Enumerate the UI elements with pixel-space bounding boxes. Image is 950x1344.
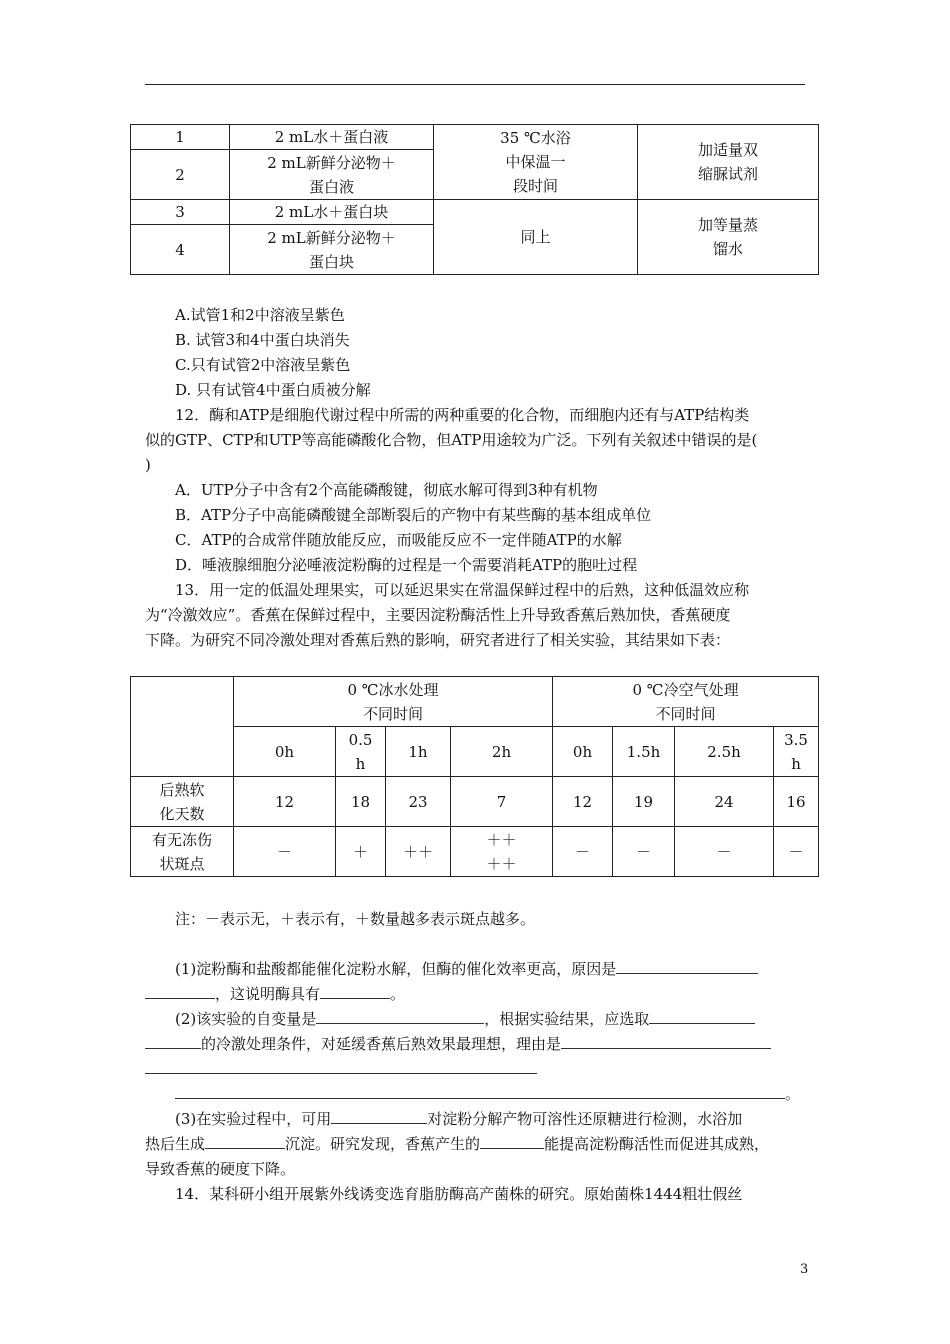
q13-part1: [175, 957, 758, 981]
frostbite-mark: －: [234, 827, 336, 877]
frostbite-mark-line: ＋＋: [486, 830, 517, 849]
time-header: 1h: [386, 727, 451, 777]
condition-line: 段时间: [512, 177, 558, 195]
q13-stem: 13．用一定的低温处理果实，可以延迟果实在常温保鲜过程中的后熟，这种低温效应称: [175, 581, 750, 599]
part-text: ，根据实验结果，应选取: [484, 1010, 650, 1028]
row-label-line: 状斑点: [159, 854, 205, 873]
part-text: 。: [785, 1085, 801, 1103]
page-number: 3: [800, 1262, 809, 1277]
q14-stem: 14．某科研小组开展紫外线诱变选育脂肪酶高产菌株的研究。原始菌株1444粗壮假丝: [175, 1185, 743, 1203]
part-text: 的冷激处理条件，对延缓香蕉后熟效果最理想，理由是: [201, 1035, 562, 1053]
part-text: 对淀粉分解产物可溶性还原糖进行检测，水浴加: [427, 1110, 743, 1128]
q13-part2-cont: [145, 1032, 771, 1056]
part-text: (3)在实验过程中，可用: [175, 1110, 332, 1128]
time-header: [336, 727, 386, 777]
frostbite-mark: ＋: [336, 827, 386, 877]
time-header: 1.5h: [613, 727, 675, 777]
tube-content: 2 mL水＋蛋白液: [230, 125, 434, 150]
answer-blank[interactable]: [649, 1007, 755, 1024]
answer-blank[interactable]: [175, 1082, 785, 1099]
tube-id: 3: [131, 200, 230, 225]
row-label-line: 后熟软: [159, 780, 205, 799]
q12-stem: 似的GTP、CTP和UTP等高能磷酸化合物，但ATP用途较为广泛。下列有关叙述中错误的是(: [145, 431, 758, 449]
frostbite-mark: －: [675, 827, 774, 877]
frostbite-mark: ＋＋: [386, 827, 451, 877]
content-line: 2 mL新鲜分泌物＋: [267, 153, 396, 172]
q12-option-d: D．唾液腺细胞分泌唾液淀粉酶的过程是一个需要消耗ATP的胞吐过程: [175, 556, 638, 574]
condition-cell: 同上: [434, 200, 638, 275]
time-header: 2.5h: [675, 727, 774, 777]
tube-id: 2: [131, 150, 230, 200]
answer-blank[interactable]: [561, 1032, 771, 1049]
time-header: 0h: [553, 727, 613, 777]
time-header: 2h: [451, 727, 553, 777]
tube-content: [230, 225, 434, 275]
q13-part3-cont: [145, 1132, 769, 1156]
frostbite-mark: －: [613, 827, 675, 877]
condition-cell: [434, 125, 638, 200]
answer-blank[interactable]: [331, 1107, 427, 1124]
answer-blank[interactable]: [145, 1057, 537, 1074]
q13-part1-cont: [145, 982, 405, 1006]
group-header-line: 0 ℃冰水处理: [347, 680, 439, 699]
answer-blank[interactable]: [205, 1132, 285, 1149]
time-header-line: h: [791, 754, 801, 773]
tube-id: 1: [131, 125, 230, 150]
q11-option-d: D. 只有试管4中蛋白质被分解: [175, 381, 371, 399]
time-header: 0h: [234, 727, 336, 777]
frostbite-mark-line: ＋＋: [486, 854, 517, 873]
softening-days: 24: [675, 777, 774, 827]
answer-blank[interactable]: [145, 1032, 201, 1049]
cold-shock-table: [130, 676, 819, 877]
q13-part3: [175, 1107, 742, 1131]
experiment-table: [130, 124, 819, 275]
group-header-line: 不同时间: [363, 704, 424, 723]
part-text: (2)该实验的自变量是: [175, 1010, 317, 1028]
frostbite-mark: －: [553, 827, 613, 877]
part-text: 热后生成: [145, 1135, 206, 1153]
answer-blank[interactable]: [320, 982, 390, 999]
part-text: 能提高淀粉酶活性而促进其成熟，: [544, 1135, 770, 1153]
q11-option-c: C.只有试管2中溶液呈紫色: [175, 356, 351, 374]
condition-line: 35 ℃水浴: [500, 129, 571, 147]
softening-days: 12: [234, 777, 336, 827]
answer-blank[interactable]: [145, 982, 215, 999]
header-rule: [145, 84, 805, 85]
softening-days: 16: [774, 777, 819, 827]
answer-blank[interactable]: [480, 1132, 544, 1149]
q13-stem: 下降。为研究不同冷激处理对香蕉后熟的影响，研究者进行了相关实验，其结果如下表：: [145, 631, 731, 649]
group-header-cold-air: [553, 677, 819, 727]
reagent-line: 加等量蒸: [697, 216, 758, 234]
frostbite-mark: [451, 827, 553, 877]
group-header-line: 0 ℃冷空气处理: [632, 680, 739, 699]
q12-option-c: C．ATP的合成常伴随放能反应，而吸能反应不一定伴随ATP的水解: [175, 531, 622, 549]
q11-option-b: B. 试管3和4中蛋白块消失: [175, 331, 350, 349]
q13-stem: 为“冷激效应”。香蕉在保鲜过程中，主要因淀粉酶活性上升导致香蕉后熟加快，香蕉硬度: [145, 606, 731, 624]
q12-option-b: B．ATP分子中高能磷酸键全部断裂后的产物中有某些酶的基本组成单位: [175, 506, 652, 524]
q12-option-a: A．UTP分子中含有2个高能磷酸键，彻底水解可得到3种有机物: [175, 481, 598, 499]
reagent-line: 馏水: [712, 240, 743, 258]
reagent-cell: [638, 200, 819, 275]
time-header-line: 3.5: [784, 730, 808, 749]
q12-stem: ): [145, 456, 151, 474]
q13-part2-blank-line: [175, 1082, 800, 1106]
answer-blank[interactable]: [316, 1007, 484, 1024]
softening-days: 23: [386, 777, 451, 827]
row-label: [131, 777, 234, 827]
content-line: 蛋白块: [308, 252, 354, 271]
condition-line: 中保温一: [505, 153, 566, 171]
q11-option-a: A.试管1和2中溶液呈紫色: [175, 306, 345, 324]
answer-blank[interactable]: [616, 957, 758, 974]
softening-days: 19: [613, 777, 675, 827]
q12-stem: 12．酶和ATP是细胞代谢过程中所需的两种重要的化合物，而细胞内还有与ATP结构类: [175, 406, 750, 424]
softening-days: 12: [553, 777, 613, 827]
row-label: [131, 827, 234, 877]
frostbite-mark: －: [774, 827, 819, 877]
tube-content: 2 mL水＋蛋白块: [230, 200, 434, 225]
time-header-line: h: [355, 754, 366, 773]
row-label-line: 化天数: [159, 804, 205, 823]
group-header-ice-water: [234, 677, 553, 727]
softening-days: 7: [451, 777, 553, 827]
reagent-line: 加适量双: [697, 141, 758, 159]
content-line: 2 mL新鲜分泌物＋: [267, 228, 396, 247]
tube-content: [230, 150, 434, 200]
table-note: 注：－表示无，＋表示有，＋数量越多表示斑点越多。: [175, 910, 536, 928]
time-header: [774, 727, 819, 777]
row-label-line: 有无冻伤: [151, 830, 212, 849]
part-text: (1)淀粉酶和盐酸都能催化淀粉水解，但酶的催化效率更高，原因是: [175, 960, 617, 978]
part-text: 沉淀。研究发现，香蕉产生的: [285, 1135, 481, 1153]
softening-days: 18: [336, 777, 386, 827]
q13-part2: [175, 1007, 755, 1031]
content-line: 蛋白液: [308, 177, 354, 196]
part-text: 。: [390, 985, 406, 1003]
corner-cell: [131, 677, 234, 777]
q13-part3-end: 导致香蕉的硬度下降。: [145, 1160, 296, 1178]
time-header-line: 0.5: [348, 730, 373, 749]
tube-id: 4: [131, 225, 230, 275]
reagent-line: 缩脲试剂: [697, 165, 758, 183]
group-header-line: 不同时间: [655, 704, 716, 723]
reagent-cell: [638, 125, 819, 200]
part-text: ，这说明酶具有: [215, 985, 321, 1003]
q13-part2-blank-line: [145, 1057, 537, 1081]
